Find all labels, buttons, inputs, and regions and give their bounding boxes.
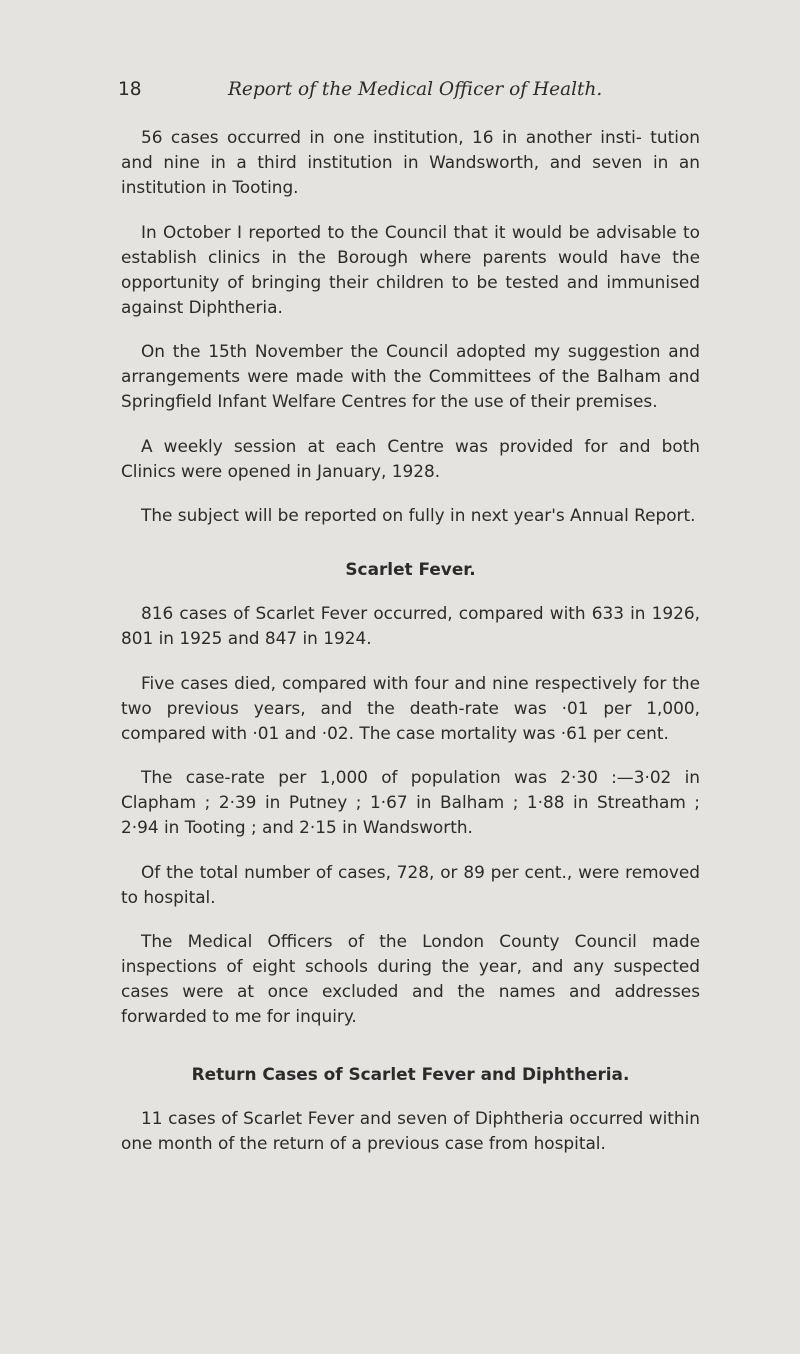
paragraph-school-inspections: The Medical Officers of the London County Council made inspections of eight schools during the year, and any suspected cases were at once excluded and the names and addresses forwarded to me for inquiry. xyxy=(121,931,700,1026)
paragraph-case-rate: The case-rate per 1,000 of population was 2·30 :—3·02 in Clapham ; 2·39 in Putney ; 1·67 in Balham ; 1·88 in Streatham ; 2·94 in Tooting ; and 2·15 in Wandsworth. xyxy=(121,767,700,837)
paragraph-council-adoption: On the 15th November the Council adopted my suggestion and arrangements were made with the Committees of the Balham and Springfield Infant Welfare Centres for the use of their premises. xyxy=(121,341,700,411)
page-number: 18 xyxy=(118,79,142,100)
paragraph-return-cases: 11 cases of Scarlet Fever and seven of Diphtheria occurred within one month of the return of a previous case from hospital. xyxy=(121,1108,700,1153)
paragraph-institution-cases: 56 cases occurred in one institution, 16 in another insti- tution and nine in a third institution in Wandsworth, and seven in an institution in Tooting. xyxy=(121,127,700,197)
paragraph-scarlet-cases: 816 cases of Scarlet Fever occurred, compared with 633 in 1926, 801 in 1925 and 847 in 1924. xyxy=(121,603,700,648)
report-body xyxy=(121,125,700,1176)
paragraph-removed-hospital: Of the total number of cases, 728, or 89 per cent., were removed to hospital. xyxy=(121,861,700,907)
paragraph-scarlet-deaths: Five cases died, compared with four and nine respectively for the two previous years, and the death-rate was ·01 per 1,000, compared with ·01 and ·02. The case mortality was ·61 per cent. xyxy=(121,672,700,743)
heading-return-cases: Return Cases of Scarlet Fever and Diphtheria. xyxy=(191,1064,630,1084)
paragraph-clinics-proposal: In October I reported to the Council that it would be advisable to establish clinics in the Borough where parents would have the opportunity of bringing their children to be tested and immunised against Diphtheria. xyxy=(121,221,700,317)
paragraph-weekly-session: A weekly session at each Centre was provided for and both Clinics were opened in January, 1928. xyxy=(121,435,700,481)
paragraph-next-report: The subject will be reported on fully in next year's Annual Report. xyxy=(141,505,696,525)
running-title: Report of the Medical Officer of Health. xyxy=(228,79,603,100)
heading-scarlet-fever: Scarlet Fever. xyxy=(345,559,476,579)
